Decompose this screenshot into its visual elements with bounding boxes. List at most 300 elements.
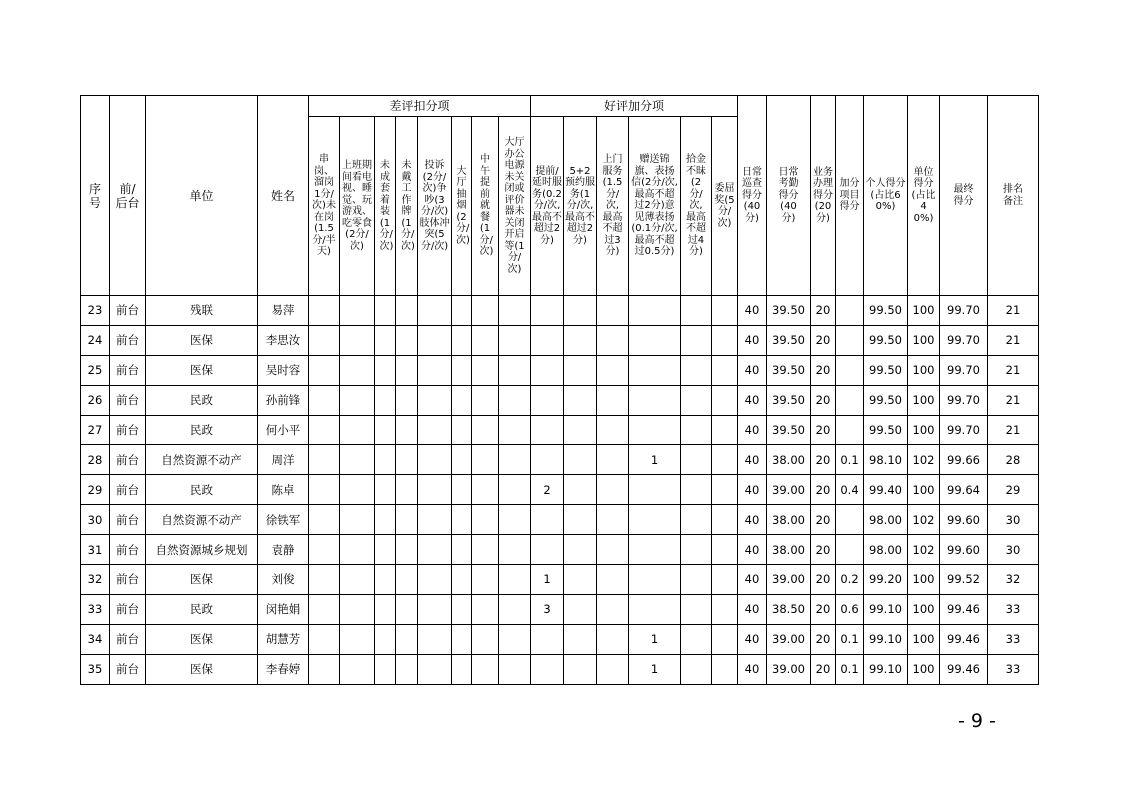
cell-d6 xyxy=(452,475,472,505)
cell-attend: 38.00 xyxy=(767,535,811,565)
cell-d2 xyxy=(340,415,375,445)
cell-final: 99.70 xyxy=(940,296,988,326)
cell-d2 xyxy=(340,325,375,355)
cell-b6 xyxy=(712,445,738,475)
table-row xyxy=(81,355,1039,385)
cell-extra xyxy=(836,415,864,445)
cell-rank: 32 xyxy=(988,565,1039,595)
cell-d6 xyxy=(452,325,472,355)
cell-seq: 28 xyxy=(81,445,110,475)
cell-unit: 医保 xyxy=(146,624,258,654)
cell-d8 xyxy=(499,594,531,624)
cell-seq: 23 xyxy=(81,296,110,326)
cell-d3 xyxy=(375,594,396,624)
cell-d2 xyxy=(340,654,375,684)
cell-unitscore: 100 xyxy=(908,654,940,684)
cell-d4 xyxy=(396,565,418,595)
cell-extra xyxy=(836,505,864,535)
cell-b5 xyxy=(681,385,712,415)
cell-d8 xyxy=(499,565,531,595)
cell-b2 xyxy=(564,355,597,385)
cell-d3 xyxy=(375,475,396,505)
cell-extra xyxy=(836,385,864,415)
cell-b5 xyxy=(681,624,712,654)
cell-name: 易萍 xyxy=(258,296,309,326)
cell-d7 xyxy=(472,475,499,505)
cell-rank: 21 xyxy=(988,325,1039,355)
cell-biz: 20 xyxy=(811,355,836,385)
cell-d4 xyxy=(396,445,418,475)
cell-d3 xyxy=(375,325,396,355)
cell-d3 xyxy=(375,565,396,595)
cell-d3 xyxy=(375,385,396,415)
cell-rank: 21 xyxy=(988,415,1039,445)
cell-b3 xyxy=(597,325,629,355)
cell-b3 xyxy=(597,535,629,565)
cell-d4 xyxy=(396,475,418,505)
header-extra: 加分项目得分 xyxy=(836,96,864,296)
cell-d4 xyxy=(396,624,418,654)
cell-d1 xyxy=(309,654,340,684)
cell-d1 xyxy=(309,565,340,595)
cell-b4: 1 xyxy=(629,445,681,475)
cell-name: 孙前锋 xyxy=(258,385,309,415)
cell-d8 xyxy=(499,654,531,684)
cell-unit: 民政 xyxy=(146,594,258,624)
table-row xyxy=(81,385,1039,415)
cell-b5 xyxy=(681,505,712,535)
cell-b6 xyxy=(712,355,738,385)
cell-patrol: 40 xyxy=(738,654,767,684)
cell-b3 xyxy=(597,296,629,326)
cell-rank: 30 xyxy=(988,505,1039,535)
cell-side: 前台 xyxy=(110,385,146,415)
cell-seq: 27 xyxy=(81,415,110,445)
cell-rank: 33 xyxy=(988,594,1039,624)
cell-d7 xyxy=(472,445,499,475)
cell-d1 xyxy=(309,535,340,565)
cell-seq: 25 xyxy=(81,355,110,385)
cell-b5 xyxy=(681,594,712,624)
cell-d7 xyxy=(472,565,499,595)
cell-personal: 99.10 xyxy=(864,654,908,684)
header-b4: 赠送锦旗、表扬信(2分/次,最高不超过2分)意见薄表扬(0.1分/次,最高不超过0.5分) xyxy=(629,117,681,296)
cell-side: 前台 xyxy=(110,535,146,565)
cell-biz: 20 xyxy=(811,475,836,505)
table-row xyxy=(81,445,1039,475)
cell-personal: 99.40 xyxy=(864,475,908,505)
cell-d7 xyxy=(472,296,499,326)
header-name: 姓名 xyxy=(258,96,309,296)
cell-rank: 21 xyxy=(988,385,1039,415)
cell-d1 xyxy=(309,445,340,475)
header-side: 前/后台 xyxy=(110,96,146,296)
cell-b6 xyxy=(712,296,738,326)
header-personal: 个人得分(占比60%) xyxy=(864,96,908,296)
score-table-container xyxy=(80,95,1039,685)
cell-unit: 医保 xyxy=(146,355,258,385)
cell-b5 xyxy=(681,565,712,595)
cell-final: 99.60 xyxy=(940,535,988,565)
cell-d6 xyxy=(452,355,472,385)
cell-d8 xyxy=(499,475,531,505)
cell-d4 xyxy=(396,385,418,415)
cell-patrol: 40 xyxy=(738,445,767,475)
cell-unitscore: 100 xyxy=(908,385,940,415)
table-row xyxy=(81,535,1039,565)
cell-b1 xyxy=(531,624,564,654)
cell-patrol: 40 xyxy=(738,505,767,535)
cell-d5 xyxy=(418,624,452,654)
cell-b5 xyxy=(681,654,712,684)
cell-b5 xyxy=(681,535,712,565)
cell-rank: 21 xyxy=(988,296,1039,326)
cell-d1 xyxy=(309,355,340,385)
cell-final: 99.70 xyxy=(940,415,988,445)
cell-d2 xyxy=(340,565,375,595)
cell-b1 xyxy=(531,355,564,385)
cell-extra xyxy=(836,296,864,326)
cell-biz: 20 xyxy=(811,565,836,595)
cell-rank: 30 xyxy=(988,535,1039,565)
cell-b4 xyxy=(629,594,681,624)
cell-seq: 24 xyxy=(81,325,110,355)
cell-rank: 28 xyxy=(988,445,1039,475)
cell-name: 周洋 xyxy=(258,445,309,475)
cell-name: 徐铁军 xyxy=(258,505,309,535)
table-row xyxy=(81,415,1039,445)
cell-extra: 0.6 xyxy=(836,594,864,624)
cell-b5 xyxy=(681,415,712,445)
cell-patrol: 40 xyxy=(738,355,767,385)
cell-unit: 自然资源不动产 xyxy=(146,505,258,535)
cell-side: 前台 xyxy=(110,415,146,445)
cell-d2 xyxy=(340,505,375,535)
cell-biz: 20 xyxy=(811,325,836,355)
cell-b4 xyxy=(629,355,681,385)
cell-b4 xyxy=(629,475,681,505)
cell-b3 xyxy=(597,385,629,415)
cell-name: 李春婷 xyxy=(258,654,309,684)
cell-biz: 20 xyxy=(811,624,836,654)
cell-d6 xyxy=(452,385,472,415)
header-d4: 未戴工作牌(1分/次) xyxy=(396,117,418,296)
cell-final: 99.70 xyxy=(940,325,988,355)
cell-extra xyxy=(836,535,864,565)
cell-b5 xyxy=(681,355,712,385)
cell-extra: 0.1 xyxy=(836,624,864,654)
cell-b3 xyxy=(597,355,629,385)
cell-b2 xyxy=(564,624,597,654)
cell-personal: 99.50 xyxy=(864,385,908,415)
cell-d8 xyxy=(499,325,531,355)
cell-d2 xyxy=(340,385,375,415)
cell-patrol: 40 xyxy=(738,296,767,326)
cell-b1: 2 xyxy=(531,475,564,505)
cell-patrol: 40 xyxy=(738,325,767,355)
cell-b1 xyxy=(531,445,564,475)
cell-d5 xyxy=(418,505,452,535)
cell-b2 xyxy=(564,385,597,415)
cell-personal: 99.10 xyxy=(864,624,908,654)
cell-d7 xyxy=(472,624,499,654)
cell-b2 xyxy=(564,475,597,505)
cell-b6 xyxy=(712,325,738,355)
cell-b3 xyxy=(597,415,629,445)
cell-d2 xyxy=(340,445,375,475)
cell-b6 xyxy=(712,415,738,445)
cell-biz: 20 xyxy=(811,296,836,326)
cell-patrol: 40 xyxy=(738,385,767,415)
cell-extra: 0.4 xyxy=(836,475,864,505)
cell-d8 xyxy=(499,415,531,445)
cell-attend: 39.50 xyxy=(767,325,811,355)
table-row xyxy=(81,565,1039,595)
cell-d7 xyxy=(472,385,499,415)
table-row xyxy=(81,325,1039,355)
cell-side: 前台 xyxy=(110,355,146,385)
header-group-deduct: 差评扣分项 xyxy=(309,96,531,117)
cell-side: 前台 xyxy=(110,445,146,475)
cell-d7 xyxy=(472,505,499,535)
cell-name: 陈卓 xyxy=(258,475,309,505)
cell-b2 xyxy=(564,415,597,445)
cell-side: 前台 xyxy=(110,594,146,624)
cell-d7 xyxy=(472,654,499,684)
cell-patrol: 40 xyxy=(738,415,767,445)
cell-biz: 20 xyxy=(811,594,836,624)
cell-d2 xyxy=(340,624,375,654)
cell-unitscore: 100 xyxy=(908,415,940,445)
cell-rank: 33 xyxy=(988,624,1039,654)
cell-d4 xyxy=(396,594,418,624)
cell-extra: 0.1 xyxy=(836,445,864,475)
cell-b2 xyxy=(564,296,597,326)
cell-side: 前台 xyxy=(110,296,146,326)
cell-final: 99.70 xyxy=(940,385,988,415)
cell-d3 xyxy=(375,624,396,654)
cell-biz: 20 xyxy=(811,535,836,565)
cell-b1 xyxy=(531,415,564,445)
cell-b4 xyxy=(629,565,681,595)
cell-attend: 39.00 xyxy=(767,565,811,595)
cell-b2 xyxy=(564,594,597,624)
cell-b5 xyxy=(681,325,712,355)
cell-side: 前台 xyxy=(110,654,146,684)
cell-b3 xyxy=(597,505,629,535)
cell-d5 xyxy=(418,475,452,505)
cell-personal: 98.00 xyxy=(864,535,908,565)
cell-d3 xyxy=(375,654,396,684)
cell-d4 xyxy=(396,415,418,445)
cell-b6 xyxy=(712,475,738,505)
cell-unit: 医保 xyxy=(146,325,258,355)
cell-d2 xyxy=(340,535,375,565)
header-d5: 投诉(2分/次)争吵(3分/次)肢体冲突(5分/次) xyxy=(418,117,452,296)
cell-unit: 民政 xyxy=(146,415,258,445)
cell-d5 xyxy=(418,415,452,445)
cell-d5 xyxy=(418,654,452,684)
cell-d6 xyxy=(452,415,472,445)
cell-d6 xyxy=(452,594,472,624)
cell-extra: 0.1 xyxy=(836,654,864,684)
cell-b1 xyxy=(531,505,564,535)
cell-side: 前台 xyxy=(110,475,146,505)
cell-unitscore: 100 xyxy=(908,565,940,595)
cell-attend: 38.00 xyxy=(767,445,811,475)
cell-b2 xyxy=(564,325,597,355)
cell-d7 xyxy=(472,355,499,385)
cell-personal: 99.50 xyxy=(864,325,908,355)
cell-personal: 98.00 xyxy=(864,505,908,535)
cell-b6 xyxy=(712,565,738,595)
cell-b2 xyxy=(564,565,597,595)
cell-rank: 33 xyxy=(988,654,1039,684)
cell-d8 xyxy=(499,445,531,475)
cell-d6 xyxy=(452,505,472,535)
cell-d5 xyxy=(418,355,452,385)
cell-patrol: 40 xyxy=(738,594,767,624)
cell-d8 xyxy=(499,355,531,385)
header-b5: 拾金不昧(2分/次,最高不超过4分) xyxy=(681,117,712,296)
cell-unitscore: 100 xyxy=(908,355,940,385)
cell-b5 xyxy=(681,445,712,475)
cell-personal: 99.50 xyxy=(864,296,908,326)
cell-d5 xyxy=(418,325,452,355)
cell-biz: 20 xyxy=(811,654,836,684)
cell-attend: 39.50 xyxy=(767,355,811,385)
cell-d1 xyxy=(309,385,340,415)
table-row xyxy=(81,624,1039,654)
cell-d2 xyxy=(340,296,375,326)
cell-patrol: 40 xyxy=(738,475,767,505)
cell-unit: 残联 xyxy=(146,296,258,326)
cell-d4 xyxy=(396,505,418,535)
cell-b1 xyxy=(531,535,564,565)
cell-patrol: 40 xyxy=(738,535,767,565)
cell-b4 xyxy=(629,505,681,535)
cell-attend: 39.50 xyxy=(767,385,811,415)
cell-b5 xyxy=(681,296,712,326)
header-d8: 大厅办公电源未关闭或评价器未关闭开启等(1分/次) xyxy=(499,117,531,296)
cell-personal: 99.50 xyxy=(864,355,908,385)
cell-d6 xyxy=(452,296,472,326)
cell-d3 xyxy=(375,535,396,565)
cell-unitscore: 100 xyxy=(908,296,940,326)
cell-d2 xyxy=(340,475,375,505)
cell-final: 99.64 xyxy=(940,475,988,505)
header-final: 最终得分 xyxy=(940,96,988,296)
header-b1: 提前/延时服务(0.2分/次,最高不超过2分) xyxy=(531,117,564,296)
cell-seq: 32 xyxy=(81,565,110,595)
cell-d4 xyxy=(396,654,418,684)
page-number: -9- xyxy=(958,710,1002,732)
cell-rank: 21 xyxy=(988,355,1039,385)
cell-d8 xyxy=(499,535,531,565)
table-row xyxy=(81,594,1039,624)
cell-final: 99.46 xyxy=(940,624,988,654)
cell-biz: 20 xyxy=(811,385,836,415)
cell-b4 xyxy=(629,415,681,445)
cell-b6 xyxy=(712,505,738,535)
cell-name: 何小平 xyxy=(258,415,309,445)
cell-unit: 自然资源不动产 xyxy=(146,445,258,475)
cell-d1 xyxy=(309,594,340,624)
cell-name: 闵艳娟 xyxy=(258,594,309,624)
header-b2: 5+2预约服务(1分/次,最高不超过2分) xyxy=(564,117,597,296)
cell-name: 吴时容 xyxy=(258,355,309,385)
table-row xyxy=(81,654,1039,684)
cell-attend: 39.50 xyxy=(767,415,811,445)
cell-d7 xyxy=(472,594,499,624)
cell-d7 xyxy=(472,325,499,355)
cell-name: 胡慧芳 xyxy=(258,624,309,654)
cell-d4 xyxy=(396,355,418,385)
cell-b6 xyxy=(712,654,738,684)
cell-extra xyxy=(836,325,864,355)
cell-seq: 31 xyxy=(81,535,110,565)
header-seq: 序号 xyxy=(81,96,110,296)
table-row xyxy=(81,475,1039,505)
cell-b3 xyxy=(597,654,629,684)
cell-patrol: 40 xyxy=(738,565,767,595)
cell-final: 99.66 xyxy=(940,445,988,475)
cell-seq: 26 xyxy=(81,385,110,415)
cell-seq: 33 xyxy=(81,594,110,624)
cell-attend: 38.00 xyxy=(767,505,811,535)
cell-final: 99.46 xyxy=(940,594,988,624)
score-table xyxy=(80,95,1039,685)
cell-d3 xyxy=(375,445,396,475)
cell-d5 xyxy=(418,535,452,565)
cell-b3 xyxy=(597,445,629,475)
cell-b6 xyxy=(712,594,738,624)
cell-b1 xyxy=(531,385,564,415)
cell-d6 xyxy=(452,565,472,595)
cell-personal: 98.10 xyxy=(864,445,908,475)
cell-d5 xyxy=(418,594,452,624)
header-attend: 日常考勤得分(40分) xyxy=(767,96,811,296)
cell-d6 xyxy=(452,654,472,684)
cell-d5 xyxy=(418,385,452,415)
cell-patrol: 40 xyxy=(738,624,767,654)
cell-attend: 38.50 xyxy=(767,594,811,624)
cell-b4 xyxy=(629,325,681,355)
cell-d1 xyxy=(309,415,340,445)
cell-extra xyxy=(836,355,864,385)
cell-seq: 35 xyxy=(81,654,110,684)
cell-d6 xyxy=(452,535,472,565)
cell-d3 xyxy=(375,296,396,326)
cell-d4 xyxy=(396,325,418,355)
cell-d8 xyxy=(499,505,531,535)
cell-final: 99.46 xyxy=(940,654,988,684)
cell-d1 xyxy=(309,475,340,505)
cell-unitscore: 100 xyxy=(908,624,940,654)
cell-personal: 99.50 xyxy=(864,415,908,445)
table-row xyxy=(81,505,1039,535)
header-patrol: 日常巡查得分(40分) xyxy=(738,96,767,296)
cell-biz: 20 xyxy=(811,505,836,535)
cell-d1 xyxy=(309,505,340,535)
cell-d8 xyxy=(499,624,531,654)
header-unit-score: 单位得分(占比40%) xyxy=(908,96,940,296)
header-d3: 未成套着装(1分/次) xyxy=(375,117,396,296)
table-row xyxy=(81,296,1039,326)
cell-d3 xyxy=(375,415,396,445)
cell-side: 前台 xyxy=(110,624,146,654)
cell-d3 xyxy=(375,355,396,385)
